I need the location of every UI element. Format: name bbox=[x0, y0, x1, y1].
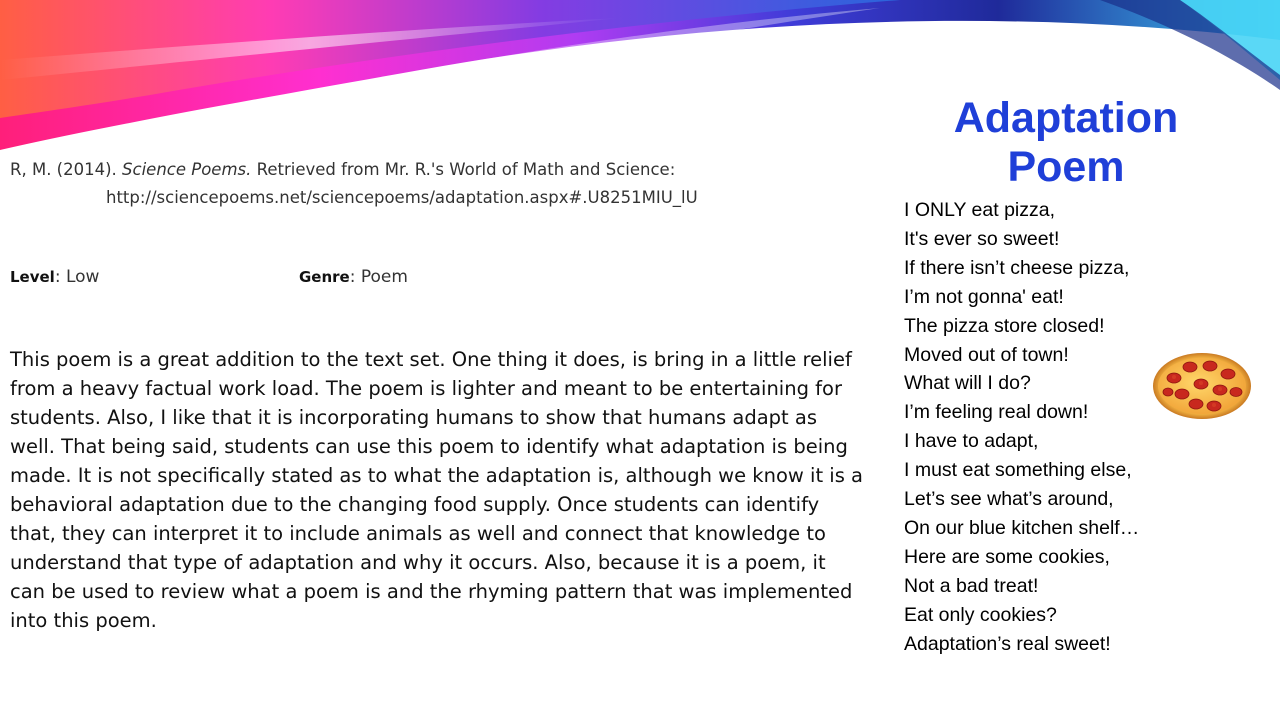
level-genre-row bbox=[10, 267, 408, 287]
poem-title: Adaptation Poem bbox=[953, 94, 1179, 191]
citation-url[interactable]: http://sciencepoems.net/sciencepoems/adaptation.aspx#.U8251MIU_lU bbox=[106, 188, 698, 207]
poem-line: Adaptation’s real sweet! bbox=[904, 632, 1111, 655]
poem-line: It's ever so sweet! bbox=[904, 227, 1060, 250]
poem-line: Here are some cookies, bbox=[904, 545, 1110, 568]
poem-line: I’m not gonna' eat! bbox=[904, 285, 1064, 308]
citation-suffix: Retrieved from Mr. R.'s World of Math and Science: bbox=[251, 160, 676, 179]
level-label: Level bbox=[10, 268, 55, 286]
poem-line: If there isn’t cheese pizza, bbox=[904, 256, 1130, 279]
poem-line: What will I do? bbox=[904, 372, 1031, 395]
poem-line: The pizza store closed! bbox=[904, 314, 1105, 337]
citation-title: Science Poems. bbox=[122, 160, 252, 179]
genre-field bbox=[299, 267, 408, 287]
poem-line: Eat only cookies? bbox=[904, 603, 1057, 626]
poem-line: Not a bad treat! bbox=[904, 574, 1039, 597]
poem-text bbox=[904, 196, 1139, 659]
genre-label: Genre bbox=[299, 268, 350, 286]
poem-line: I ONLY eat pizza, bbox=[904, 199, 1056, 221]
genre-value: : Poem bbox=[349, 267, 408, 287]
poem-line: I have to adapt, bbox=[904, 430, 1039, 453]
citation bbox=[10, 156, 860, 212]
poem-line: Let’s see what’s around, bbox=[904, 488, 1114, 511]
poem-line: I must eat something else, bbox=[904, 459, 1132, 482]
poem-line: I’m feeling real down! bbox=[904, 401, 1089, 424]
level-field bbox=[10, 267, 99, 287]
poem-line: On our blue kitchen shelf… bbox=[904, 516, 1140, 539]
pizza-image bbox=[1152, 352, 1252, 420]
citation-prefix: R, M. (2014). bbox=[10, 160, 123, 179]
level-value: : Low bbox=[54, 267, 100, 287]
poem-line: Moved out of town! bbox=[904, 343, 1069, 366]
description-paragraph: This poem is a great addition to the text set. One thing it does, is bring in a little relief from a heavy factual work load. The poem is lighter and meant to be entertaining for students. Also, I like that it is incorporating humans to show that humans adapt as well. That being said, students can use this poem to identify what adaptation is being made. It is not specifically stated as to what the adaptation is, although we know it is a behavioral adaptation due to the changing food supply. Once students can identify that, they can interpret it to include animals as well and connect that knowledge to understand that type of adaptation and why it occurs. Also, because it is a poem, it can be used to review what a poem is and the rhyming pattern that was implemented into this poem. bbox=[10, 348, 864, 632]
